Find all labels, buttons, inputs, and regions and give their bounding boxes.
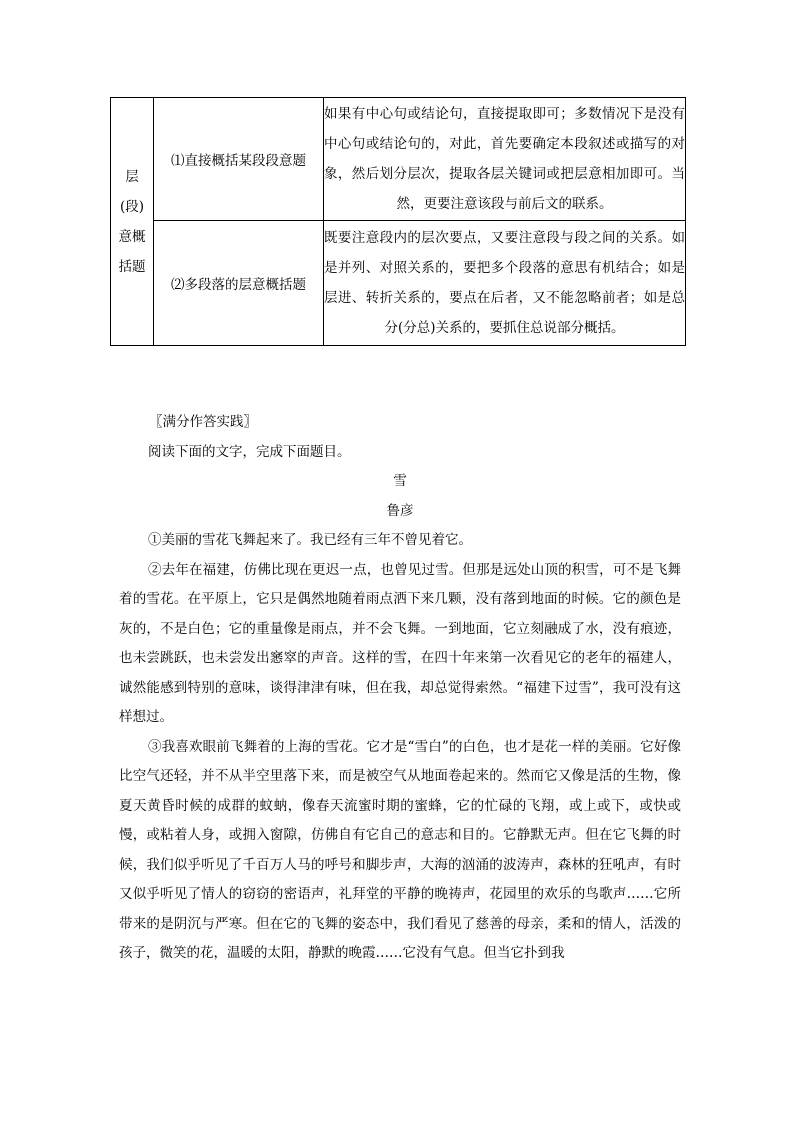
table-row <box>111 98 686 221</box>
instruction-text: 阅读下面的文字，完成下面题目。 <box>148 443 351 460</box>
article-author: 鲁彦 <box>386 502 414 519</box>
method-cell: ⑴直接概括某段段意题 <box>154 98 324 221</box>
article-title: 雪 <box>393 473 407 489</box>
article-paragraph: ②去年在福建，仿佛比现在更迟一点，也曾见过雪。但那是远处山顶的积雪，可不是飞舞着的雪花。在平原上，它只是偶然地随着雨点洒下来几颗，没有落到地面的时候。它的颜色是灰的，不是白色；它的重量像是雨点，并不会飞舞。一到地面，它立刻融成了水，没有痕迹，也未尝跳跃，也未尝发出窸窣的声音。这样的雪，在四十年来第一次看见它的老年的福建人，诚然能感到特别的意味，谈得津津有味，但在我，却总觉得索然。“福建下过雪”，我可没有这样想过。 <box>119 561 681 725</box>
category-line: 括题 <box>118 258 146 275</box>
category-cell <box>111 98 154 346</box>
table-row <box>111 221 686 346</box>
section-label: 〖满分作答实践〗 <box>149 414 257 430</box>
description-cell: 如果有中心句或结论句，直接提取即可；多数情况下是没有中心句或结论句的，对此，首先要确定本段叙述或描写的对象，然后划分层次，提取各层关键词或把层意相加即可。当然，更要注意该段与前后文的联系。 <box>324 98 686 221</box>
reading-method-table <box>110 97 686 346</box>
article-paragraph: ①美丽的雪花飞舞起来了。我已经有三年不曾见着它。 <box>148 532 472 548</box>
article-paragraph: ③我喜欢眼前飞舞着的上海的雪花。它才是“雪白”的白色，也才是花一样的美丽。它好像比空气还轻，并不从半空里落下来，而是被空气从地面卷起来的。然而它又像是活的生物，像夏天黄昏时候的成群的蚊蚋，像春天流蜜时期的蜜蜂，它的忙碌的飞翔，或上或下，或快或慢，或粘着人身，或拥入窗隙，仿佛自有它自己的意志和目的。它静默无声。但在它飞舞的时候，我们似乎听见了千百万人马的呼号和脚步声，大海的汹涌的波涛声，森林的狂吼声，有时又似乎听见了情人的窃窃的密语声，礼拜堂的平静的晚祷声，花园里的欢乐的鸟歌声……它所带来的是阴沉与严寒。但在它的飞舞的姿态中，我们看见了慈善的母亲，柔和的情人，活泼的孩子，微笑的花，温暖的太阳，静默的晚霞……它没有气息。但当它扑到我 <box>119 738 681 961</box>
description-cell: 既要注意段内的层次要点，又要注意段与段之间的关系。如是并列、对照关系的，要把多个段落的意思有机结合；如是层进、转折关系的，要点在后者，又不能忽略前者；如是总分(分总)关系的，要抓住总说部分概括。 <box>324 221 686 346</box>
category-line: 意概 <box>118 228 146 245</box>
practice-section <box>119 408 681 969</box>
method-cell: ⑵多段落的层意概括题 <box>154 221 324 346</box>
category-line: (段) <box>119 198 145 215</box>
category-line: 层 <box>125 168 139 185</box>
